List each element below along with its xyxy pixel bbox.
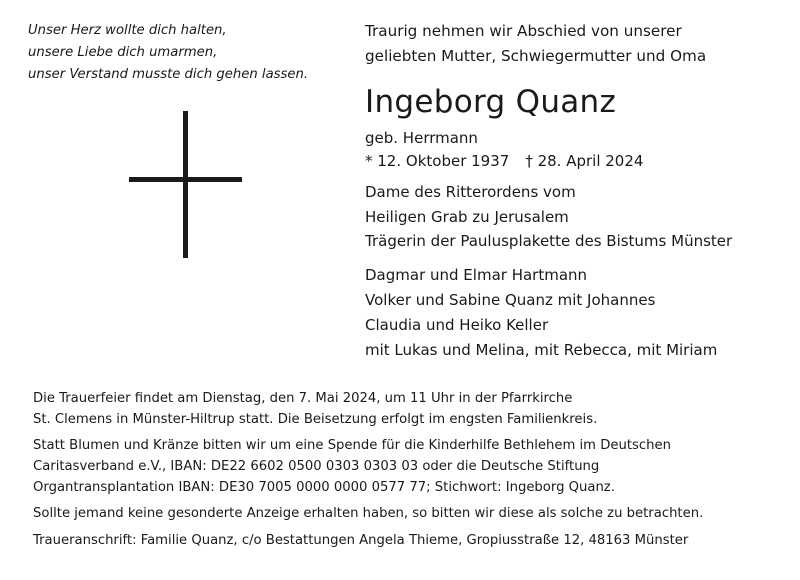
birth-name: geb. Herrmann xyxy=(365,129,478,147)
mourning-family xyxy=(365,263,717,363)
intro-line: Traurig nehmen wir Abschied von unserer xyxy=(365,22,682,40)
notice-line: Caritasverband e.V., IBAN: DE22 6602 0500 0303 0303 03 oder die Deutsche Stiftung xyxy=(33,459,600,474)
family-line: Dagmar und Elmar Hartmann xyxy=(365,266,588,284)
verse-line: unsere Liebe dich umarmen, xyxy=(28,45,218,60)
mourning-address xyxy=(33,530,793,551)
notice-line: Statt Blumen und Kränze bitten wir um eine Spende für die Kinderhilfe Bethlehem im Deutschen xyxy=(33,438,671,453)
notice-line: Die Trauerfeier findet am Dienstag, den 7. Mai 2024, um 11 Uhr in der Pfarrkirche xyxy=(33,391,573,406)
verse-line: Unser Herz wollte dich halten, xyxy=(28,23,227,38)
family-line: Claudia und Heiko Keller xyxy=(365,316,549,334)
death-date: † 28. April 2024 xyxy=(525,152,644,170)
verse-line: unser Verstand musste dich gehen lassen. xyxy=(28,67,309,82)
honor-line: Heiligen Grab zu Jerusalem xyxy=(365,207,569,226)
honors xyxy=(365,180,732,254)
donation-notice xyxy=(33,435,793,498)
memorial-verse xyxy=(28,20,308,86)
birth-date: * 12. Oktober 1937 xyxy=(365,152,510,170)
notice-line: Sollte jemand keine gesonderte Anzeige erhalten haben, so bitten wir diese als solche zu betrachten. xyxy=(33,506,704,521)
notices xyxy=(33,388,793,551)
no-notice-statement xyxy=(33,503,793,524)
deceased-name: Ingeborg Quanz xyxy=(365,84,617,120)
family-line: Volker und Sabine Quanz mit Johannes xyxy=(365,291,656,309)
funeral-notice xyxy=(33,388,793,430)
cross-horizontal-bar xyxy=(129,177,242,182)
intro-line: geliebten Mutter, Schwiegermutter und Oma xyxy=(365,47,707,65)
announcement-intro xyxy=(365,19,706,69)
notice-line: Traueranschrift: Familie Quanz, c/o Bestattungen Angela Thieme, Gropiusstraße 12, 48163 Münster xyxy=(33,533,689,548)
family-line: mit Lukas und Melina, mit Rebecca, mit Miriam xyxy=(365,341,718,359)
notice-line: St. Clemens in Münster-Hiltrup statt. Die Beisetzung erfolgt im engsten Familienkreis. xyxy=(33,412,598,427)
cross-vertical-bar xyxy=(183,111,188,258)
honor-line: Dame des Ritterordens vom xyxy=(365,183,576,201)
notice-line: Organtransplantation IBAN: DE30 7005 0000 0000 0577 77; Stichwort: Ingeborg Quanz. xyxy=(33,480,615,495)
honor-line: Trägerin der Paulusplakette des Bistums Münster xyxy=(365,232,733,250)
life-dates xyxy=(365,149,643,173)
